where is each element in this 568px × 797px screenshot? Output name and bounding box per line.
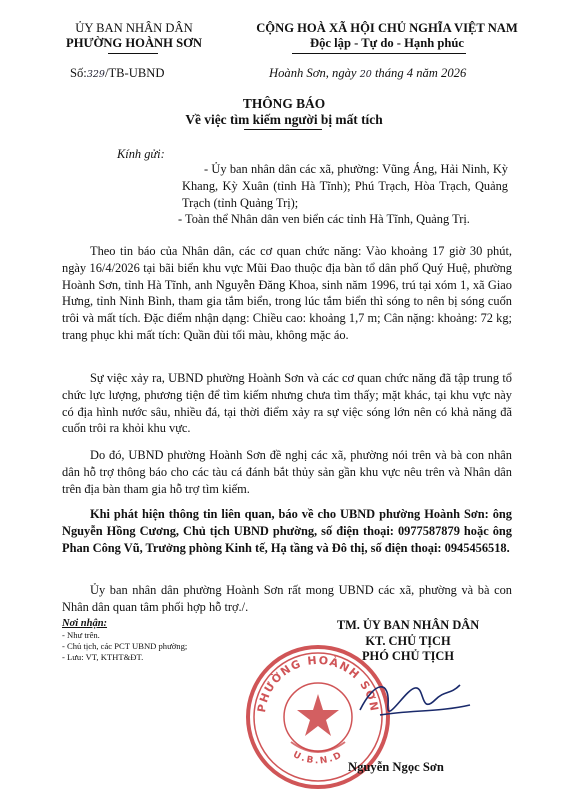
- recipients-label: Kính gửi:: [117, 147, 165, 161]
- document-date: [269, 66, 466, 81]
- body-paragraph-3: Do đó, UBND phường Hoành Sơn đề nghị các xã, phường nói trên và bà con nhân dân hỗ trợ thông báo cho các tàu cá đánh bắt thủy sản gần khu vực nêu trên và Nhân dân trên địa bàn tham gia hỗ trợ tìm kiếm.: [62, 448, 512, 496]
- title-main: THÔNG BÁO: [242, 96, 326, 111]
- body-paragraph-2: Sự việc xảy ra, UBND phường Hoành Sơn và các cơ quan chức năng đã tập trung tổ chức lực lượng, phương tiện để tìm kiếm nhưng chưa tìm thấy; mặt khác, tại khu vực này có địa hình nước sâu, nhiều đá, tại thời điểm xảy ra sự việc sóng lớn nên có khả năng đã cuốn trôi ra khỏi khu vực.: [62, 371, 512, 436]
- doc-number-prefix: Số:: [70, 66, 87, 80]
- body-paragraph-4: Khi phát hiện thông tin liên quan, báo về cho UBND phường Hoành Sơn: ông Nguyễn Hồng Cương, Chủ tịch UBND phường, số điện thoại: 0977587879 hoặc ông Phan Công Vũ, Trưởng phòng Kinh tế, Hạ tầng và Đô thị, số điện thoại: 0945456518.: [62, 507, 512, 555]
- distribution-list: [62, 617, 262, 663]
- body-paragraph-1: Theo tin báo của Nhân dân, các cơ quan chức năng: Vào khoảng 17 giờ 30 phút, ngày 16/4/2026 tại bãi biển khu vực Mũi Đao thuộc địa bàn tổ dân phố Quý Huệ, phường Hoành Sơn, tỉnh Hà Tĩnh, anh Nguyễn Đăng Khoa, sinh năm 1996, trú tại xóm 1, xã Giao Hưng, tỉnh Ninh Bình, tham gia tắm biển, trong lúc tắm biển thì sóng to nên bị sóng cuốn trôi và mất tích. Đặc điểm nhận dạng: Chiều cao: khoảng 1,7 m; Cân nặng: khoảng: 72 kg; trang phục khi mất tích: Quần đùi tối màu, không mặc áo.: [62, 244, 512, 342]
- doc-number-value: 329: [86, 69, 105, 80]
- national-motto: Độc lập - Tự do - Hạnh phúc: [310, 36, 464, 50]
- issuer-block: [64, 21, 204, 51]
- seal-bottom-text: U.B.N.D: [291, 749, 345, 767]
- title-sub: Về việc tìm kiếm người bị mất tích: [185, 112, 383, 127]
- issuer-underline: [108, 53, 158, 54]
- distribution-item: - Chủ tịch, các PCT UBND phường;: [62, 641, 188, 651]
- signer-name: Nguyễn Ngọc Sơn: [348, 760, 444, 774]
- distribution-item: - Như trên.: [62, 630, 100, 640]
- date-part2: tháng 4 năm 2026: [374, 66, 467, 80]
- date-part1: Hoành Sơn, ngày: [269, 66, 357, 80]
- motto-underline: [292, 53, 466, 54]
- distribution-label: Nơi nhận:: [62, 618, 108, 629]
- doc-number-suffix: /TB-UBND: [104, 66, 165, 80]
- recipient-item-2: - Toàn thể Nhân dân ven biển các tỉnh Hà Tĩnh, Quảng Trị.: [178, 212, 470, 226]
- body-paragraph-5: Ủy ban nhân dân phường Hoành Sơn rất mong UBND các xã, phường và bà con Nhân dân quan tâm phối hợp hỗ trợ./.: [62, 583, 512, 614]
- date-day: 20: [359, 69, 372, 80]
- document-number: [70, 66, 164, 81]
- document-title: [0, 96, 568, 128]
- seal-top-text: PHƯỜNG HOÀNH SƠN: [255, 653, 381, 714]
- signature-line3: PHÓ CHỦ TỊCH: [361, 649, 455, 663]
- recipient-item-1: - Ủy ban nhân dân các xã, phường: Vũng Áng, Hải Ninh, Kỳ Khang, Kỳ Xuân (tỉnh Hà Tĩnh); Phú Trạch, Hòa Trạch, Quảng Trạch (tỉnh Quảng Trị);: [182, 162, 508, 210]
- national-motto-block: [222, 21, 552, 51]
- national-title: CỘNG HOÀ XÃ HỘI CHỦ NGHĨA VIỆT NAM: [256, 21, 518, 35]
- signature-line1: TM. ỦY BAN NHÂN DÂN: [336, 618, 480, 632]
- title-underline: [244, 129, 322, 130]
- distribution-item: - Lưu: VT, KTHT&ĐT.: [62, 652, 144, 662]
- signature-line2: KT. CHỦ TỊCH: [365, 633, 451, 648]
- issuer-line1: ỦY BAN NHÂN DÂN: [75, 21, 193, 35]
- handwritten-signature: [350, 670, 480, 730]
- issuer-line2: PHƯỜNG HOÀNH SƠN: [66, 36, 202, 50]
- seal-star-icon: [297, 694, 339, 736]
